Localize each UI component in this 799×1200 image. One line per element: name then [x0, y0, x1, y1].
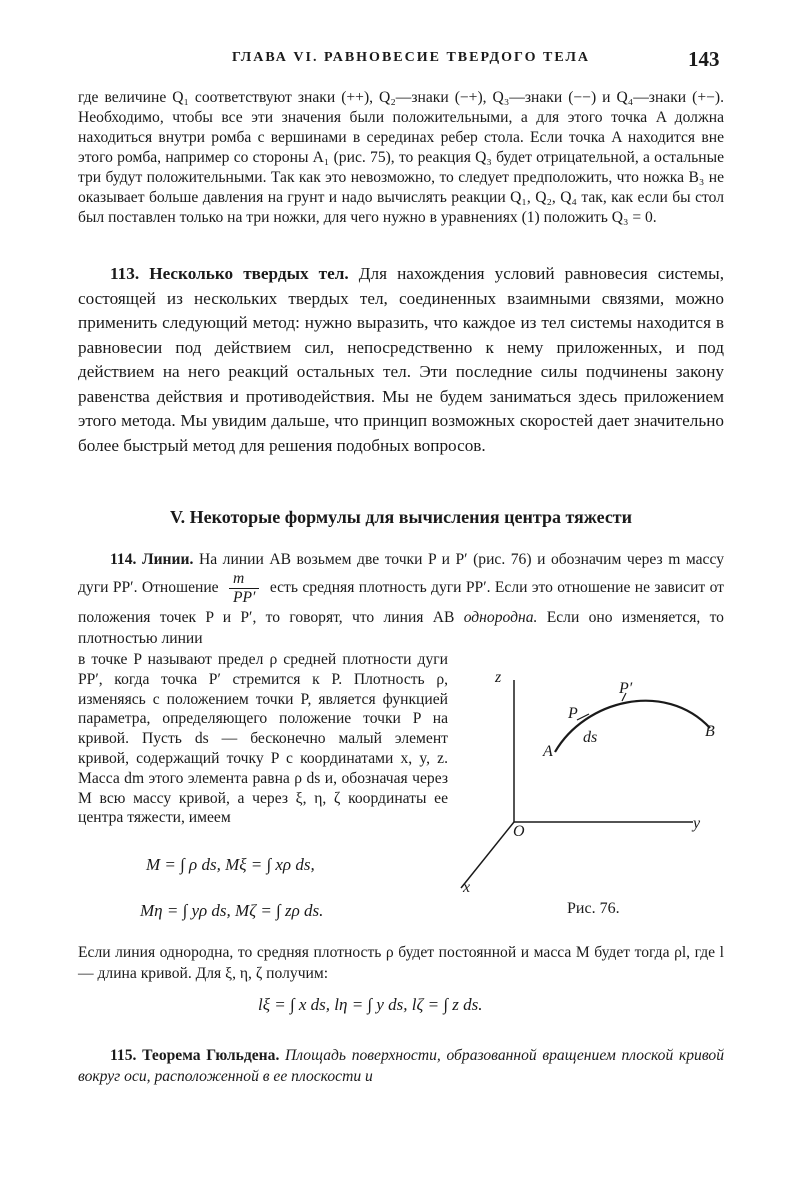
formula-eta-zeta: Mη = ∫ yρ ds, Mζ = ∫ zρ ds.: [140, 901, 324, 920]
part-heading: V. Некоторые формулы для вычисления центра тяжести: [169, 507, 633, 527]
figure-76: [455, 660, 735, 900]
label-z: z: [495, 669, 502, 686]
formula-mass-xi: M = ∫ ρ ds, Mξ = ∫ xρ ds,: [146, 855, 315, 874]
section-114-text-c: Если оно изменяется, то плотностью линии: [78, 609, 724, 647]
label-a: A: [543, 743, 553, 760]
curve-ab: [555, 701, 710, 752]
label-origin: O: [513, 823, 525, 840]
homogeneous-term: однородна.: [463, 609, 538, 626]
section-114-text-a: На линии AB возьмем две точки P и P′ (рис. 76) и обозначим через m массу дуги PP′. Отношение: [78, 551, 724, 597]
section-114-paragraph: [78, 549, 724, 649]
label-y: y: [693, 815, 701, 832]
page-number: 143: [688, 47, 720, 71]
fraction-numerator: m: [229, 570, 259, 589]
section-114-after-text: Если линия однородна, то средняя плотность ρ будет постоянной и масса M будет тогда ρl, где l — длина кривой. Для ξ, η, ζ получим:: [78, 944, 724, 982]
section-113-paragraph: [78, 262, 724, 458]
section-114-text-b: есть средняя плотность дуги PP′. Если это отношение не зависит от положения точек P и P′, то говорят, что линия AB: [78, 579, 724, 626]
section-115-paragraph: [78, 1045, 724, 1087]
density-fraction: [229, 570, 259, 607]
running-title: ГЛАВА VI. РАВНОВЕСИЕ ТВЕРДОГО ТЕЛА: [232, 50, 591, 65]
section-113-text: Для нахождения условий равновесия системы, состоящей из нескольких твердых тел, соединенных взаимными связями, можно применить следующий метод: нужно выразить, что каждое из тел системы находится в равновесии под действием сил, непосредственно к нему приложенных, и под действием на него реакций остальных тел. Эти последние силы подчинены закону равенства действия и противодействия. Мы не будем заниматься здесь приложением этого метода. Мы увидим дальше, что принцип возможных скоростей дает значительно более быстрый метод для решения подобных вопросов.: [78, 264, 725, 455]
section-114-wrap-text: в точке P называют предел ρ средней плотности дуги PP′, когда точка P′ стремится к P. Плотность ρ, изменяясь с положением точки P, является функцией параметра, определяющего положение точки P на кривой. Пусть ds — бесконечно малый элемент кривой, содержащий точку P с координатами x, y, z. Масса dm этого элемента равна ρ ds и, обозначая через M всю массу кривой, а через ξ, η, ζ координаты ее центра тяжести, имеем: [78, 651, 448, 827]
figure-caption: Рис. 76.: [567, 900, 620, 917]
label-p: P: [568, 705, 578, 722]
section-113-title: 113. Несколько твердых тел.: [110, 264, 349, 283]
fraction-denominator: PP′: [232, 589, 256, 606]
intro-paragraph: где величине Q₁ соответствуют знаки (++), Q₂—знаки (−+), Q₃—знаки (−−) и Q₄—знаки (+−). Необходимо, чтобы все эти значения были положительными, а для этого точка A должна находиться внутри ромба с вершинами в серединах ребер стола. Если точка A находится вне этого ромба, например со стороны A₁ (рис. 75), то реакция Q₃ будет отрицательной, а остальные три будут положительными. Так как это невозможно, то следует предположить, что ножка B₃ не оказывает больше давления на грунт и надо вычислять реакции Q₁, Q₂, Q₄ так, как если бы стол был поставлен только на три ножки, для чего нужно в уравнениях (1) положить Q₃ = 0.: [78, 89, 724, 226]
label-b: B: [705, 723, 715, 740]
formula-homogeneous: lξ = ∫ x ds, lη = ∫ y ds, lζ = ∫ z ds.: [258, 995, 483, 1014]
section-114-title: 114. Линии.: [110, 551, 194, 568]
section-115-title: 115. Теорема Гюльдена.: [110, 1047, 280, 1064]
section-115-text: Площадь поверхности, образованной вращением плоской кривой вокруг оси, расположенной в ее плоскости и: [78, 1047, 724, 1085]
label-x: x: [463, 879, 471, 896]
label-ds: ds: [583, 729, 598, 746]
label-p-prime: P′: [619, 680, 633, 697]
